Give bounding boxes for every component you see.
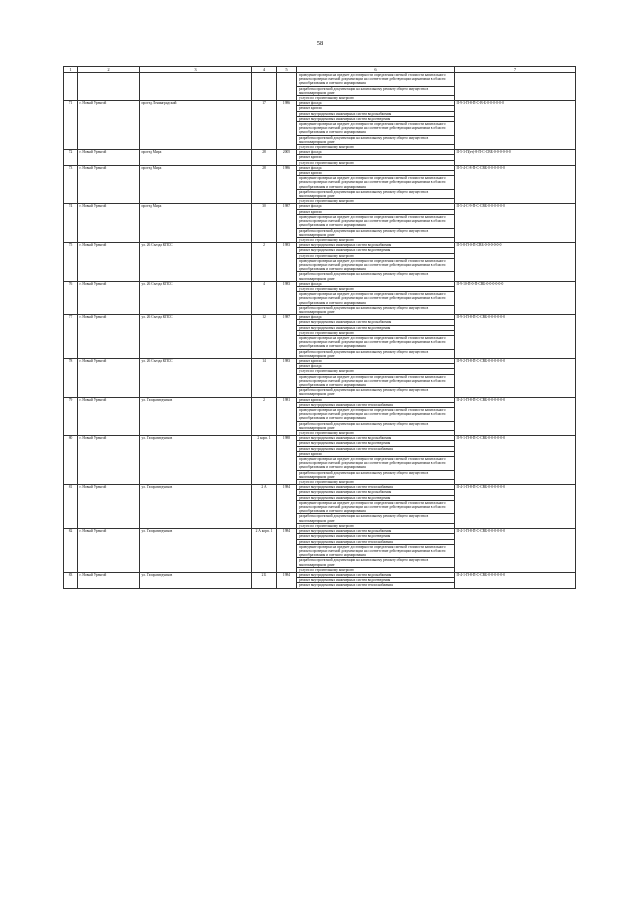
building-code-cell: II-4-1-П-8-П-С-СВБ-0-0-0-0-0-0 bbox=[455, 572, 576, 588]
work-type-cell: услуги по строительному контролю bbox=[297, 96, 455, 101]
city-cell: г. Новый Уренгой bbox=[78, 315, 140, 359]
street-cell: ул. Газоразведчиков bbox=[140, 485, 252, 529]
work-type-cell: услуги по строительному контролю bbox=[297, 480, 455, 485]
street-cell: проезд Мира bbox=[140, 150, 252, 166]
house-number-cell: 2 А корп. 1 bbox=[252, 529, 277, 573]
year-built-cell: 2005 bbox=[277, 150, 297, 166]
house-number-cell: 4 bbox=[252, 281, 277, 314]
work-type-cell: услуги по строительному контролю bbox=[297, 431, 455, 436]
work-type-cell: разработка проектной документации на капитальному ремонту общего имущества в многоквартирном доме bbox=[297, 514, 455, 523]
work-type-cell: ремонт внутридомовых инженерных систем водоотведения bbox=[297, 441, 455, 446]
street-cell: ул. Газоразведчиков bbox=[140, 529, 252, 573]
work-type-cell: услуги по строительному контролю bbox=[297, 330, 455, 335]
row-number: 79 bbox=[64, 397, 78, 436]
work-type-cell: ремонт фасада bbox=[297, 315, 455, 320]
building-code-cell: II-9-3-П-8-П-С-В-Б-0-0-0-0-0-0 bbox=[455, 101, 576, 150]
work-type-cell: проведение проверки на предмет достоверности определения сметной стоимости капитального ремонта проверки сметной документации на соответствие действующим нормативам в области ценообразования и сметного нормирования bbox=[297, 544, 455, 558]
house-number-cell: 12 bbox=[252, 315, 277, 359]
street-cell: проезд Мира bbox=[140, 165, 252, 204]
house-number-cell: 2 А bbox=[252, 485, 277, 529]
work-type-cell: разработка проектной документации на капитальному ремонту общего имущества в многоквартирном доме bbox=[297, 388, 455, 397]
work-type-cell: проведение проверки на предмет достоверности определения сметной стоимости капитального ремонта проверки сметной документации на соответствие действующим нормативам в области ценообразования и сметного нормирования bbox=[297, 500, 455, 514]
work-type-cell: ремонт внутридомовых инженерных систем теплоснабжения bbox=[297, 583, 455, 588]
work-type-cell: ремонт внутридомовых инженерных систем водоотведения bbox=[297, 534, 455, 539]
row-number: 73 bbox=[64, 165, 78, 204]
year-built-cell: 1981 bbox=[277, 397, 297, 436]
work-type-cell: ремонт внутридомовых инженерных систем водоснабжения bbox=[297, 529, 455, 534]
row-number: 81 bbox=[64, 485, 78, 529]
city-cell: г. Новый Уренгой bbox=[78, 358, 140, 397]
work-type-cell: ремонт кровли bbox=[297, 171, 455, 176]
work-type-cell: ремонт кровли bbox=[297, 397, 455, 402]
house-number-cell: 2 корп. 1 bbox=[252, 436, 277, 485]
year-built-cell: 1984 bbox=[277, 485, 297, 529]
work-type-cell: услуги по строительному контролю bbox=[297, 237, 455, 242]
city-cell: г. Новый Уренгой bbox=[78, 165, 140, 204]
table-row bbox=[64, 529, 576, 534]
house-number-cell: 30 bbox=[252, 204, 277, 243]
building-code-cell: II-5-4-С-8-П-С-СВБ-0-0-0-0-0-0 bbox=[455, 165, 576, 204]
table-row bbox=[64, 358, 576, 363]
city-cell: г. Новый Уренгой bbox=[78, 150, 140, 166]
year-built-cell: 1986 bbox=[277, 165, 297, 204]
work-type-cell: ремонт фасада bbox=[297, 150, 455, 155]
city-cell: г. Новый Уренгой bbox=[78, 204, 140, 243]
building-code-cell: II-9-10-П-0-П-СВБ-0-0-0-0-0-0 bbox=[455, 281, 576, 314]
row-number: 76 bbox=[64, 281, 78, 314]
work-type-cell: ремонт внутридомовых инженерных систем водоснабжения bbox=[297, 243, 455, 248]
work-type-cell: услуги по строительному контролю bbox=[297, 253, 455, 258]
column-header: 2 bbox=[78, 67, 140, 73]
work-type-cell: ремонт фасада bbox=[297, 281, 455, 286]
work-type-cell: разработка проектной документации на капитальному ремонту общего имущества в многоквартирном доме bbox=[297, 470, 455, 479]
year-built-cell: 1988 bbox=[277, 436, 297, 485]
work-type-cell: ремонт внутридомовых инженерных систем водоснабжения bbox=[297, 572, 455, 577]
work-type-cell: услуги по строительному контролю bbox=[297, 286, 455, 291]
work-type-cell: проведение проверки на предмет достоверности определения сметной стоимости капитального ремонта проверки сметной документации на соответствие действующим нормативам в области ценообразования и сметного нормирования bbox=[297, 176, 455, 190]
city-cell: г. Новый Уренгой bbox=[78, 397, 140, 436]
table-row bbox=[64, 204, 576, 209]
row-number: 72 bbox=[64, 150, 78, 166]
year-built-cell: 1984 bbox=[277, 572, 297, 588]
street-cell: ул. 26 Съезда КПСС bbox=[140, 243, 252, 282]
street-cell: проезд Ленинградский bbox=[140, 101, 252, 150]
table-row bbox=[64, 243, 576, 248]
city-cell: г. Новый Уренгой bbox=[78, 281, 140, 314]
work-type-cell: разработка проектной документации на капитальному ремонту общего имущества в многоквартирном доме bbox=[297, 86, 455, 95]
year-built-cell: 1984 bbox=[277, 529, 297, 573]
year-built-cell: 1987 bbox=[277, 315, 297, 359]
house-number-cell bbox=[252, 73, 277, 101]
work-type-cell: ремонт фасада bbox=[297, 101, 455, 106]
building-code-cell bbox=[455, 73, 576, 101]
city-cell bbox=[78, 73, 140, 101]
work-type-cell: ремонт внутридомовых инженерных систем водоотведения bbox=[297, 248, 455, 253]
city-cell: г. Новый Уренгой bbox=[78, 243, 140, 282]
column-header: 6 bbox=[297, 67, 455, 73]
work-type-cell: разработка проектной документации на капитальному ремонту общего имущества в многоквартирном доме bbox=[297, 228, 455, 237]
row-number: 74 bbox=[64, 204, 78, 243]
work-type-cell: разработка проектной документации на капитальному ремонту общего имущества в многоквартирном доме bbox=[297, 135, 455, 144]
table-row bbox=[64, 165, 576, 170]
work-type-cell: ремонт кровли bbox=[297, 106, 455, 111]
work-type-cell: ремонт кровли bbox=[297, 209, 455, 214]
house-number-cell: 17 bbox=[252, 101, 277, 150]
work-type-cell: ремонт внутридомовых инженерных систем водоснабжения bbox=[297, 111, 455, 116]
work-type-cell: разработка проектной документации на капитальному ремонту общего имущества в многоквартирном доме bbox=[297, 558, 455, 567]
work-type-cell: проведение проверки на предмет достоверности определения сметной стоимости капитального ремонта проверки сметной документации на соответствие действующим нормативам в области ценообразования и сметного нормирования bbox=[297, 258, 455, 272]
work-type-cell: ремонт внутридомовых инженерных систем теплоснабжения bbox=[297, 446, 455, 451]
work-type-cell: ремонт внутридомовых инженерных систем теплоснабжения bbox=[297, 485, 455, 490]
table-row bbox=[64, 397, 576, 402]
work-type-cell: ремонт внутридомовых инженерных систем теплоснабжения bbox=[297, 402, 455, 407]
street-cell: ул. 26 Съезда КПСС bbox=[140, 281, 252, 314]
house-number-cell: 2 Б bbox=[252, 572, 277, 588]
row-number: 78 bbox=[64, 358, 78, 397]
work-type-cell: ремонт фасада bbox=[297, 165, 455, 170]
building-code-cell: II-9-2-П-8-П-С-СВБ-0-0-0-0-0-0 bbox=[455, 358, 576, 397]
column-header: 3 bbox=[140, 67, 252, 73]
row-number: 71 bbox=[64, 101, 78, 150]
work-type-cell: ремонт фасада bbox=[297, 364, 455, 369]
building-code-cell: II-4-1-П-8-П-С-СВБ-0-0-0-0-0-0 bbox=[455, 485, 576, 529]
work-type-cell: услуги по строительному контролю bbox=[297, 145, 455, 150]
work-type-cell: проведение проверки на предмет достоверности определения сметной стоимости капитального ремонта проверки сметной документации на соответствие действующим нормативам в области ценообразования и сметного нормирования bbox=[297, 408, 455, 422]
work-type-cell: проведение проверки на предмет достоверности определения сметной стоимости капитального ремонта проверки сметной документации на соответствие действующим нормативам в области ценообразования и сметного нормирования bbox=[297, 214, 455, 228]
work-type-cell: ремонт фасада bbox=[297, 204, 455, 209]
city-cell: г. Новый Уренгой bbox=[78, 485, 140, 529]
street-cell bbox=[140, 73, 252, 101]
city-cell: г. Новый Уренгой bbox=[78, 101, 140, 150]
work-type-cell: ремонт кровли bbox=[297, 451, 455, 456]
table-row bbox=[64, 485, 576, 490]
building-code-cell: II-4-1-П-8-П-С-СВБ-0-0-0-0-0-0 bbox=[455, 397, 576, 436]
year-built-cell: 1983 bbox=[277, 281, 297, 314]
building-code-cell: II-9-3-П-8-П-С-СВБ-0-0-0-0-0-0 bbox=[455, 315, 576, 359]
work-type-cell: ремонт внутридомовых инженерных систем водоотведения bbox=[297, 578, 455, 583]
work-type-cell: проведение проверки на предмет достоверности определения сметной стоимости капитального ремонта проверки сметной документации на соответствие действующим нормативам в области ценообразования и сметного нормирования bbox=[297, 457, 455, 471]
row-number bbox=[64, 73, 78, 101]
work-type-cell: услуги по строительному контролю bbox=[297, 160, 455, 165]
table-row bbox=[64, 315, 576, 320]
work-type-cell: услуги по строительному контролю bbox=[297, 523, 455, 528]
year-built-cell: 1987 bbox=[277, 204, 297, 243]
page-number: 58 bbox=[316, 40, 324, 47]
work-type-cell: проведение проверки на предмет достоверности определения сметной стоимости капитального ремонта проверки сметной документации на соответствие действующим нормативам в области ценообразования и сметного нормирования bbox=[297, 335, 455, 349]
table-row bbox=[64, 436, 576, 441]
house-number-cell: 28 bbox=[252, 165, 277, 204]
work-type-cell: услуги по строительному контролю bbox=[297, 199, 455, 204]
city-cell: г. Новый Уренгой bbox=[78, 572, 140, 588]
work-type-cell: проведение проверки на предмет достоверности определения сметной стоимости капитального ремонта проверки сметной документации на соответствие действующим нормативам в области ценообразования и сметного нормирования bbox=[297, 292, 455, 306]
table-row bbox=[64, 73, 576, 87]
street-cell: проезд Мира bbox=[140, 204, 252, 243]
table-row bbox=[64, 572, 576, 577]
work-type-cell: ремонт внутридомовых инженерных систем водоотведения bbox=[297, 116, 455, 121]
work-type-cell: ремонт кровли bbox=[297, 358, 455, 363]
street-cell: ул. Газоразведчиков bbox=[140, 397, 252, 436]
house-number-cell: 28 bbox=[252, 150, 277, 166]
work-type-cell: проведение проверки на предмет достоверности определения сметной стоимости капитального ремонта проверки сметной документации на соответствие действующим нормативам в области ценообразования и сметного нормирования bbox=[297, 374, 455, 388]
work-type-cell: проведение проверки на предмет достоверности определения сметной стоимости капитального ремонта проверки сметной документации на соответствие действующим нормативам в области ценообразования и сметного нормирования bbox=[297, 122, 455, 136]
table-row bbox=[64, 150, 576, 155]
column-header: 4 bbox=[252, 67, 277, 73]
house-number-cell: 2 bbox=[252, 397, 277, 436]
street-cell: ул. Газоразведчиков bbox=[140, 572, 252, 588]
column-header: 7 bbox=[455, 67, 576, 73]
work-type-cell: разработка проектной документации на капитальному ремонту общего имущества в многоквартирном доме bbox=[297, 421, 455, 430]
work-type-cell: ремонт внутридомовых инженерных систем водоснабжения bbox=[297, 436, 455, 441]
building-code-cell: II-5-4-С-9-П-С-СВБ-0-0-0-0-0-0 bbox=[455, 204, 576, 243]
work-type-cell: проведение проверки на предмет достоверности определения сметной стоимости капитального ремонта проверки сметной документации на соответствие действующим нормативам в области ценообразования и сметного нормирования bbox=[297, 73, 455, 87]
building-code-cell: II-4-1-П-8-П-С-СВБ-0-0-0-0-0-0 bbox=[455, 529, 576, 573]
column-header: 1 bbox=[64, 67, 78, 73]
work-type-cell: разработка проектной документации на капитальному ремонту общего имущества в многоквартирном доме bbox=[297, 349, 455, 358]
work-type-cell: услуги по строительному контролю bbox=[297, 567, 455, 572]
work-type-cell: разработка проектной документации на капитальному ремонту общего имущества в многоквартирном доме bbox=[297, 305, 455, 314]
work-type-cell: ремонт внутридомовых инженерных систем водоснабжения bbox=[297, 490, 455, 495]
city-cell: г. Новый Уренгой bbox=[78, 436, 140, 485]
year-built-cell: 1983 bbox=[277, 358, 297, 397]
work-type-cell: ремонт внутридомовых инженерных систем теплоснабжения bbox=[297, 539, 455, 544]
work-type-cell: разработка проектной документации на капитальному ремонту общего имущества в многоквартирном доме bbox=[297, 272, 455, 281]
street-cell: ул. Газоразведчиков bbox=[140, 436, 252, 485]
column-header: 5 bbox=[277, 67, 297, 73]
building-code-cell: II-9-1-П-8-П-С-СВБ-0-0-0-0-0-0 bbox=[455, 436, 576, 485]
row-number: 83 bbox=[64, 572, 78, 588]
work-type-cell: разработка проектной документации на капитальному ремонту общего имущества в многоквартирном доме bbox=[297, 189, 455, 198]
row-number: 80 bbox=[64, 436, 78, 485]
year-built-cell: 1986 bbox=[277, 101, 297, 150]
house-number-cell: 14 bbox=[252, 358, 277, 397]
capital-repair-register-table bbox=[63, 66, 576, 589]
year-built-cell bbox=[277, 73, 297, 101]
city-cell: г. Новый Уренгой bbox=[78, 529, 140, 573]
work-type-cell: услуги по строительному контролю bbox=[297, 369, 455, 374]
row-number: 75 bbox=[64, 243, 78, 282]
row-number: 82 bbox=[64, 529, 78, 573]
building-code-cell: II-5-3-П(ет)-8-П-С-СВБ-0-0-0-0-0-0 bbox=[455, 150, 576, 166]
street-cell: ул. 26 Съезда КПСС bbox=[140, 358, 252, 397]
work-type-cell: ремонт кровли bbox=[297, 155, 455, 160]
year-built-cell: 1983 bbox=[277, 243, 297, 282]
table-row bbox=[64, 281, 576, 286]
table-row bbox=[64, 101, 576, 106]
house-number-cell: 2 bbox=[252, 243, 277, 282]
work-type-cell: ремонт внутридомовых инженерных систем водоотведения bbox=[297, 325, 455, 330]
work-type-cell: ремонт внутридомовых инженерных систем водоснабжения bbox=[297, 320, 455, 325]
building-code-cell: II-5-8-П-0-П-СВБ-0-0-0-0-0-0 bbox=[455, 243, 576, 282]
work-type-cell: ремонт внутридомовых инженерных систем водоотведения bbox=[297, 495, 455, 500]
street-cell: ул. 26 Съезда КПСС bbox=[140, 315, 252, 359]
row-number: 77 bbox=[64, 315, 78, 359]
